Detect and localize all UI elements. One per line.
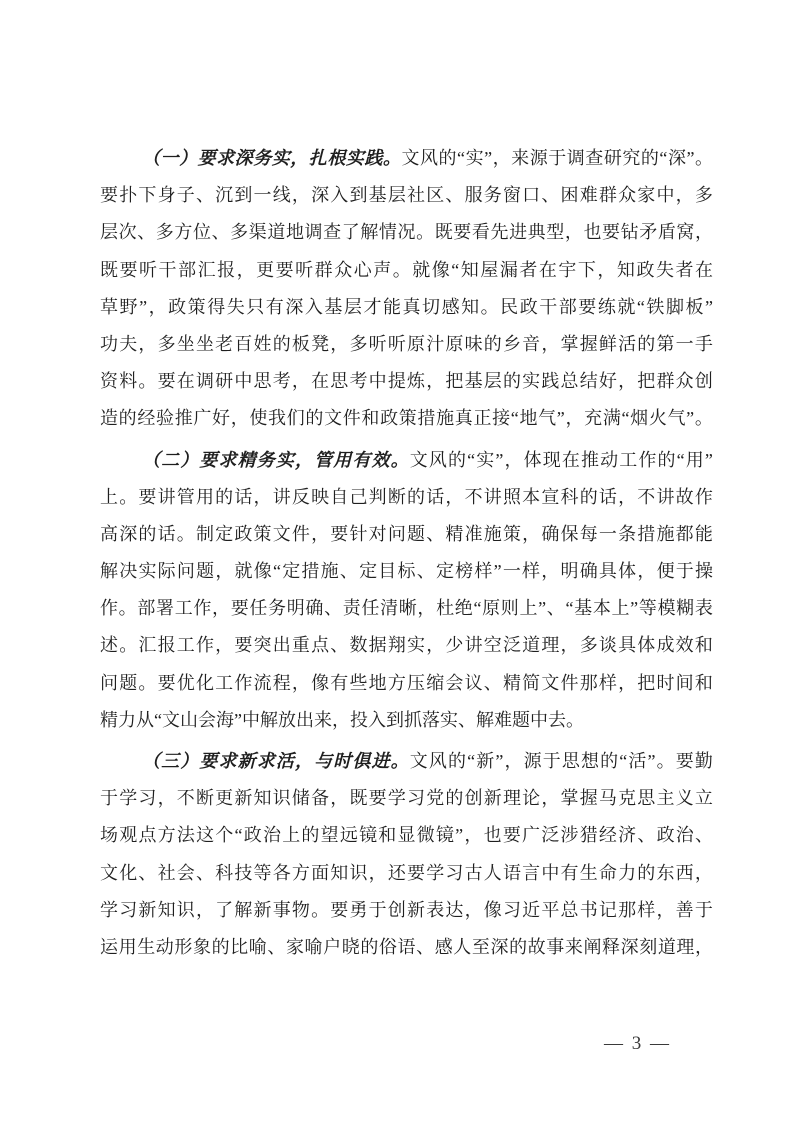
text-line: 学 习 新 知 识 ， 了 解 新 事 物 。 要 勇 于 创 新 表 达 ， 像 习 近 平 总 书 记 那 样 ， 善 于 — [100, 899, 713, 920]
text-line: 问 题 。 要 优 化 工 作 流 程 ， 像 有 些 地 方 压 缩 会 议 、 精 简 文 件 那 样 ， 把 时 间 和 — [100, 672, 713, 693]
text-line: 高 深 的 话 。 制 定 政 策 文 件 ， 要 针 对 问 题 、 精 准 施 策 ， 确 保 每 一 条 措 施 都 能 — [100, 523, 713, 544]
line-text: 精力从“文山会海”中解放出来，投入到抓落实、解难题中去。 — [100, 709, 584, 730]
text-line — [100, 702, 713, 739]
text-line: （ 一 ） 要 求 深 务 实 ， 扎 根 实 践 。 文 风 的 “ 实 ” ， 来 源 于 调 查 研 究 的 “ 深 ” 。 — [142, 148, 713, 168]
text-line: 解 决 实 际 问 题 ， 就 像 “ 定 措 施 、 定 目 标 、 定 榜 样 ” 一 样 ， 明 确 具 体 ， 便 于 操 — [100, 561, 713, 582]
text-line: 既 要 听 干 部 汇 报 ， 更 要 听 群 众 心 声 。 就 像 “ 知 屋 漏 者 在 宇 下 ， 知 政 失 者 在 — [100, 259, 713, 280]
text-line: 造 的 经 验 推 广 好 ， 使 我 们 的 文 件 和 政 策 措 施 真 正 接 “ 地 气 ” ， 充 满 “ 烟 火 气 ” 。 — [100, 408, 713, 429]
document-body — [100, 140, 713, 966]
paragraph-3 — [100, 743, 713, 966]
text-line: 层 次 、 多 方 位 、 多 渠 道 地 调 查 了 解 情 况 。 既 要 看 先 进 典 型 ， 也 要 钻 矛 盾 窝 ， — [100, 222, 713, 243]
text-line: （ 三 ） 要 求 新 求 活 ， 与 时 俱 进 。 文 风 的 “ 新 ” ， 源 于 思 想 的 “ 活 ” 。 要 勤 — [142, 751, 713, 771]
paragraph-1 — [100, 140, 713, 438]
text-line: 上 。 要 讲 管 用 的 话 ， 讲 反 映 自 己 判 断 的 话 ， 不 讲 照 本 宣 科 的 话 ， 不 讲 故 作 — [100, 486, 713, 507]
text-line: 场 观 点 方 法 这 个 “ 政 治 上 的 望 远 镜 和 显 微 镜 ” ， 也 要 广 泛 涉 猎 经 济 、 政 治 、 — [100, 825, 713, 846]
text-line: 述 。 汇 报 工 作 ， 要 突 出 重 点 、 数 据 翔 实 ， 少 讲 空 泛 道 理 ， 多 谈 具 体 成 效 和 — [100, 635, 713, 656]
text-line: 要 扑 下 身 子 、 沉 到 一 线 ， 深 入 到 基 层 社 区 、 服 务 窗 口 、 困 难 群 众 家 中 ， 多 — [100, 185, 713, 206]
text-line: 作 。 部 署 工 作 ， 要 任 务 明 确 、 责 任 清 晰 ， 杜 绝 “ 原 则 上 ” 、 “ 基 本 上 ” 等 模 糊 表 — [100, 598, 713, 619]
text-line: 资 料 。 要 在 调 研 中 思 考 ， 在 思 考 中 提 炼 ， 把 基 层 的 实 践 总 结 好 ， 把 群 众 创 — [100, 371, 713, 392]
text-line: 草 野 ” ， 政 策 得 失 只 有 深 入 基 层 才 能 真 切 感 知 。 民 政 干 部 要 练 就 “ 铁 脚 板 ” — [100, 296, 713, 317]
text-line: 运 用 生 动 形 象 的 比 喻 、 家 喻 户 晓 的 俗 语 、 感 人 至 深 的 故 事 来 阐 释 深 刻 道 理 ， — [100, 936, 713, 957]
paragraph-2 — [100, 442, 713, 740]
page-number: — 3 — — [604, 1033, 671, 1054]
text-line: （ 二 ） 要 求 精 务 实 ， 管 用 有 效 。 文 风 的 “ 实 ” ， 体 现 在 推 动 工 作 的 “ 用 ” — [142, 449, 713, 470]
text-line: 于 学 习 ， 不 断 更 新 知 识 储 备 ， 既 要 学 习 党 的 创 新 理 论 ， 掌 握 马 克 思 主 义 立 — [100, 788, 713, 809]
text-line: 文 化 、 社 会 、 科 技 等 各 方 面 知 识 ， 还 要 学 习 古 人 语 言 中 有 生 命 力 的 东 西 ， — [100, 862, 713, 883]
text-line: 功 夫 ， 多 坐 坐 老 百 姓 的 板 凳 ， 多 听 听 原 汁 原 味 的 乡 音 ， 掌 握 鲜 活 的 第 一 手 — [100, 333, 713, 354]
